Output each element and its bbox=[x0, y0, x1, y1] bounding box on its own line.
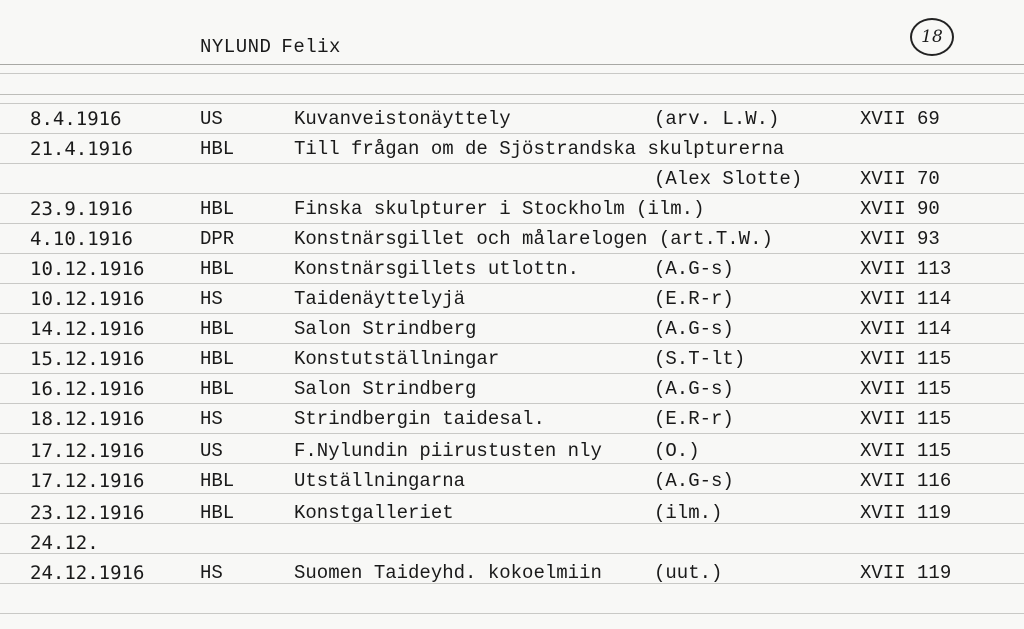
entry-title: Konstgalleriet bbox=[294, 502, 454, 524]
list-item bbox=[0, 168, 1024, 196]
entry-volume: XVII 115 bbox=[860, 378, 952, 400]
entry-volume: XVII 114 bbox=[860, 288, 952, 310]
entry-title: Taidenäyttelyjä bbox=[294, 288, 466, 310]
list-item bbox=[0, 198, 1024, 226]
entry-volume: XVII 70 bbox=[860, 168, 940, 190]
entry-source: US bbox=[200, 440, 223, 462]
entry-source: DPR bbox=[200, 228, 235, 250]
entry-date: 4.10.1916 bbox=[30, 228, 133, 250]
list-item bbox=[0, 108, 1024, 136]
entry-date: 16.12.1916 bbox=[30, 378, 145, 400]
list-item bbox=[0, 138, 1024, 166]
entry-title: Konstnärsgillet och målarelogen (art.T.W.) bbox=[294, 228, 773, 250]
entry-date: 23.12.1916 bbox=[30, 502, 145, 524]
entry-title: Utställningarna bbox=[294, 470, 466, 492]
entry-volume: XVII 115 bbox=[860, 440, 952, 462]
list-item bbox=[0, 502, 1024, 530]
list-item bbox=[0, 228, 1024, 256]
entry-author: (E.R-r) bbox=[654, 288, 734, 310]
entry-author: (A.G-s) bbox=[654, 258, 734, 280]
card-name bbox=[200, 36, 341, 58]
entry-title: Salon Strindberg bbox=[294, 318, 477, 340]
list-item bbox=[0, 348, 1024, 376]
entry-author: (O.) bbox=[654, 440, 700, 462]
entry-volume: XVII 93 bbox=[860, 228, 940, 250]
entry-title: Konstutställningar bbox=[294, 348, 500, 370]
entry-date: 23.9.1916 bbox=[30, 198, 133, 220]
entry-source: HS bbox=[200, 562, 223, 584]
list-item bbox=[0, 562, 1024, 590]
entry-volume: XVII 116 bbox=[860, 470, 952, 492]
entry-date: 10.12.1916 bbox=[30, 288, 145, 310]
entry-author: (ilm.) bbox=[654, 502, 723, 524]
list-item bbox=[0, 440, 1024, 468]
entry-source: HS bbox=[200, 408, 223, 430]
list-item bbox=[0, 258, 1024, 286]
entry-date: 24.12.1916 bbox=[30, 562, 145, 584]
entry-date: 15.12.1916 bbox=[30, 348, 145, 370]
entry-author: (arv. L.W.) bbox=[654, 108, 780, 130]
entry-author: (uut.) bbox=[654, 562, 723, 584]
entry-source: HBL bbox=[200, 502, 235, 524]
entry-author: (S.T-lt) bbox=[654, 348, 746, 370]
entry-title: Konstnärsgillets utlottn. bbox=[294, 258, 580, 280]
entry-volume: XVII 90 bbox=[860, 198, 940, 220]
entry-title: Salon Strindberg bbox=[294, 378, 477, 400]
list-item bbox=[0, 532, 1024, 560]
entry-title: Kuvanveistonäyttely bbox=[294, 108, 511, 130]
entry-source: HBL bbox=[200, 470, 235, 492]
entry-author: (E.R-r) bbox=[654, 408, 734, 430]
entry-author: (A.G-s) bbox=[654, 318, 734, 340]
card-number: 18 bbox=[910, 18, 954, 56]
entry-date: 8.4.1916 bbox=[30, 108, 122, 130]
entry-author: (A.G-s) bbox=[654, 470, 734, 492]
entry-volume: XVII 115 bbox=[860, 408, 952, 430]
firstname: Felix bbox=[281, 36, 341, 58]
entry-source: HBL bbox=[200, 258, 235, 280]
entry-source: HBL bbox=[200, 198, 235, 220]
list-item bbox=[0, 318, 1024, 346]
entry-volume: XVII 115 bbox=[860, 348, 952, 370]
entry-source: HBL bbox=[200, 348, 235, 370]
entry-date: 14.12.1916 bbox=[30, 318, 145, 340]
entry-title: Till frågan om de Sjöstrandska skulpturerna bbox=[294, 138, 785, 160]
entry-author: (Alex Slotte) bbox=[654, 168, 803, 190]
entry-title: Suomen Taideyhd. kokoelmiin bbox=[294, 562, 602, 584]
entry-date: 10.12.1916 bbox=[30, 258, 145, 280]
header-rule bbox=[0, 94, 1024, 95]
entry-date: 21.4.1916 bbox=[30, 138, 133, 160]
entry-title: Finska skulpturer i Stockholm (ilm.) bbox=[294, 198, 705, 220]
entry-volume: XVII 69 bbox=[860, 108, 940, 130]
entry-date: 17.12.1916 bbox=[30, 470, 145, 492]
entry-source: US bbox=[200, 108, 223, 130]
surname: NYLUND bbox=[200, 36, 272, 58]
list-item bbox=[0, 470, 1024, 498]
entry-source: HS bbox=[200, 288, 223, 310]
entry-title: F.Nylundin piirustusten nly bbox=[294, 440, 602, 462]
entry-volume: XVII 113 bbox=[860, 258, 952, 280]
list-item bbox=[0, 378, 1024, 406]
entry-date: 18.12.1916 bbox=[30, 408, 145, 430]
entry-title: Strindbergin taidesal. bbox=[294, 408, 545, 430]
entry-volume: XVII 119 bbox=[860, 502, 952, 524]
card-header bbox=[0, 0, 1024, 65]
entry-author: (A.G-s) bbox=[654, 378, 734, 400]
list-item bbox=[0, 288, 1024, 316]
entry-date: 24.12. bbox=[30, 532, 99, 554]
entry-source: HBL bbox=[200, 318, 235, 340]
list-item bbox=[0, 408, 1024, 436]
entry-date: 17.12.1916 bbox=[30, 440, 145, 462]
entry-source: HBL bbox=[200, 138, 235, 160]
entry-volume: XVII 119 bbox=[860, 562, 952, 584]
entry-source: HBL bbox=[200, 378, 235, 400]
entry-volume: XVII 114 bbox=[860, 318, 952, 340]
